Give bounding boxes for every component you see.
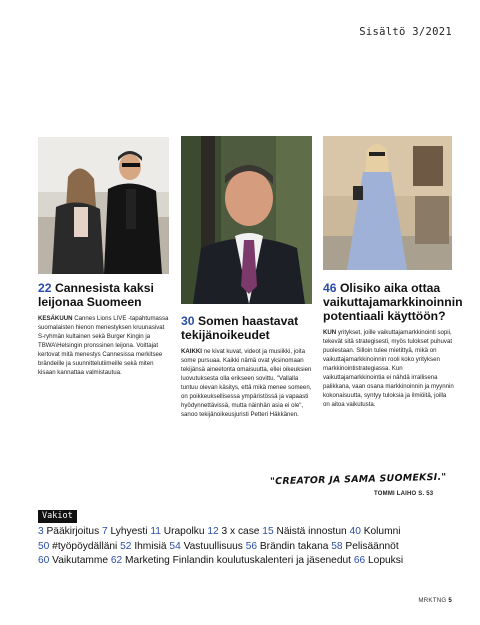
toc-section-label[interactable]: Lyhyesti bbox=[107, 526, 151, 537]
page-number: 46 bbox=[323, 281, 337, 295]
page-number: 22 bbox=[38, 281, 52, 295]
toc-page-number[interactable]: 50 bbox=[38, 540, 50, 552]
article-photo-cannes bbox=[38, 137, 169, 274]
page-title: Sisältö 3/2021 bbox=[359, 26, 452, 38]
page-footer bbox=[418, 597, 452, 604]
toc-section-label[interactable]: Lopuksi bbox=[365, 555, 404, 566]
page-folio: 5 bbox=[448, 597, 452, 604]
body-text: yritykset, joille vaikuttajamarkkinointi sopii, tekevät sitä strategisesti, myös tulokset puhuvat puolestaan. Silloin tulee mietittyä, mikä on vaikuttajamarkkinoinnin rooli koko yrityksen markkinointistrategiassa. Kun vaikuttajamarkkinointia ei nähdä irrallisena palikkana, vaan osana markkinoinnin ja myynnin kokonaisuutta, syntyy tuloksia ja ilmiöitä, joilla on aitoa vaikutusta. bbox=[323, 329, 454, 408]
article-body bbox=[323, 328, 454, 409]
regular-sections-list bbox=[38, 525, 458, 569]
toc-page-number[interactable]: 15 bbox=[262, 526, 274, 537]
toc-page-number[interactable]: 11 bbox=[150, 526, 161, 537]
toc-section-label[interactable]: Marketing Finlandin koulutuskalenteri ja jäsenedut bbox=[122, 555, 354, 566]
toc-page-number[interactable]: 40 bbox=[349, 526, 361, 537]
toc-line bbox=[38, 525, 458, 540]
pull-quote: "CREATOR JA SAMA SUOMEKSI." bbox=[269, 471, 447, 488]
photo-woman-dress-image bbox=[323, 136, 452, 270]
toc-page-number[interactable]: 7 bbox=[102, 526, 108, 537]
toc-section-label[interactable]: Näistä innostun bbox=[273, 526, 350, 537]
article-copyright bbox=[181, 314, 312, 419]
article-headline[interactable] bbox=[181, 314, 312, 342]
body-text: ne kivat kuvat, videot ja musiikki, joita some pursuaa. Kaikki nämä ovat yksinomaan tekijänsä aineetonta omaisuutta, ellei oikeuksien luovutuksesta olla erikseen sovittu. "Vallalla tuntuu olevan käsitys, että mikä menee someen, on poikkeuksellisessa ympäristössä ja vapaasti hyödynnettävissä, mutta näinhän asia ei ole", sanoo tekijänoikeusjuristi Petteri Häkkänen. bbox=[181, 348, 312, 418]
article-influencer bbox=[323, 281, 463, 409]
toc-page-number[interactable]: 52 bbox=[120, 540, 132, 552]
toc-section-label[interactable]: Kolumni bbox=[360, 526, 401, 537]
toc-section-label[interactable]: Pelisäännöt bbox=[342, 540, 399, 552]
quote-attribution: TOMMI LAIHO S. 53 bbox=[374, 491, 434, 497]
body-lead: KESÄKUUN bbox=[38, 315, 73, 322]
section-label-vakiot: Vakiot bbox=[38, 510, 77, 523]
toc-section-label[interactable]: 3 x case bbox=[218, 526, 263, 537]
toc-section-label[interactable]: Vastuullisuus bbox=[180, 540, 246, 552]
toc-section-label[interactable]: Pääkirjoitus bbox=[43, 526, 102, 537]
photo-portrait-image bbox=[181, 136, 312, 304]
toc-section-label[interactable]: Vaikutamme bbox=[49, 555, 111, 566]
body-lead: KUN bbox=[323, 329, 337, 336]
page-number: 30 bbox=[181, 314, 195, 328]
article-body bbox=[38, 314, 169, 377]
article-photo-influencer bbox=[323, 136, 452, 270]
photo-couple-image bbox=[38, 137, 169, 274]
toc-page-number[interactable]: 56 bbox=[245, 540, 258, 552]
toc-page-number[interactable]: 62 bbox=[110, 555, 123, 566]
article-photo-copyright bbox=[181, 136, 312, 304]
toc-section-label[interactable]: Urapolku bbox=[160, 526, 208, 537]
article-headline[interactable] bbox=[323, 281, 463, 323]
toc-line bbox=[38, 540, 458, 555]
toc-page-number[interactable]: 58 bbox=[331, 540, 343, 552]
toc-page-number[interactable]: 54 bbox=[169, 540, 181, 552]
toc-line bbox=[38, 554, 458, 569]
headline-text: Olisiko aika ottaa vaikuttajamarkkinoinnin potentiaali käyttöön? bbox=[323, 281, 463, 323]
headline-text: Cannesista kaksi leijonaa Suomeen bbox=[38, 281, 154, 309]
toc-section-label[interactable]: Brändin takana bbox=[257, 540, 332, 552]
toc-page-number[interactable]: 60 bbox=[38, 555, 50, 566]
toc-section-label[interactable]: Ihmisiä bbox=[131, 540, 170, 552]
toc-section-label[interactable]: #työpöydälläni bbox=[49, 540, 121, 552]
article-body bbox=[181, 347, 312, 419]
body-text: Cannes Lions LIVE -tapahtumassa suomalaisten hienon menestyksen kruunasivat S-ryhmän kultainen sekä Burger Kingin ja TBWA\Helsingin pronssinen leijona. Voittajat kertovat mitä menestys Cannesissa merkitsee brändeille ja suunnittelutiimeille sekä miten kisaan kannattaa valmistautua. bbox=[38, 315, 169, 376]
article-cannes bbox=[38, 281, 169, 377]
magazine-name: MRKTNG bbox=[418, 597, 447, 604]
article-headline[interactable] bbox=[38, 281, 169, 309]
toc-page-number[interactable]: 66 bbox=[353, 555, 366, 566]
toc-page-number[interactable]: 3 bbox=[38, 526, 44, 537]
toc-page-number[interactable]: 12 bbox=[207, 526, 219, 537]
headline-text: Somen haastavat tekijänoikeudet bbox=[181, 314, 299, 342]
body-lead: KAIKKI bbox=[181, 348, 202, 355]
